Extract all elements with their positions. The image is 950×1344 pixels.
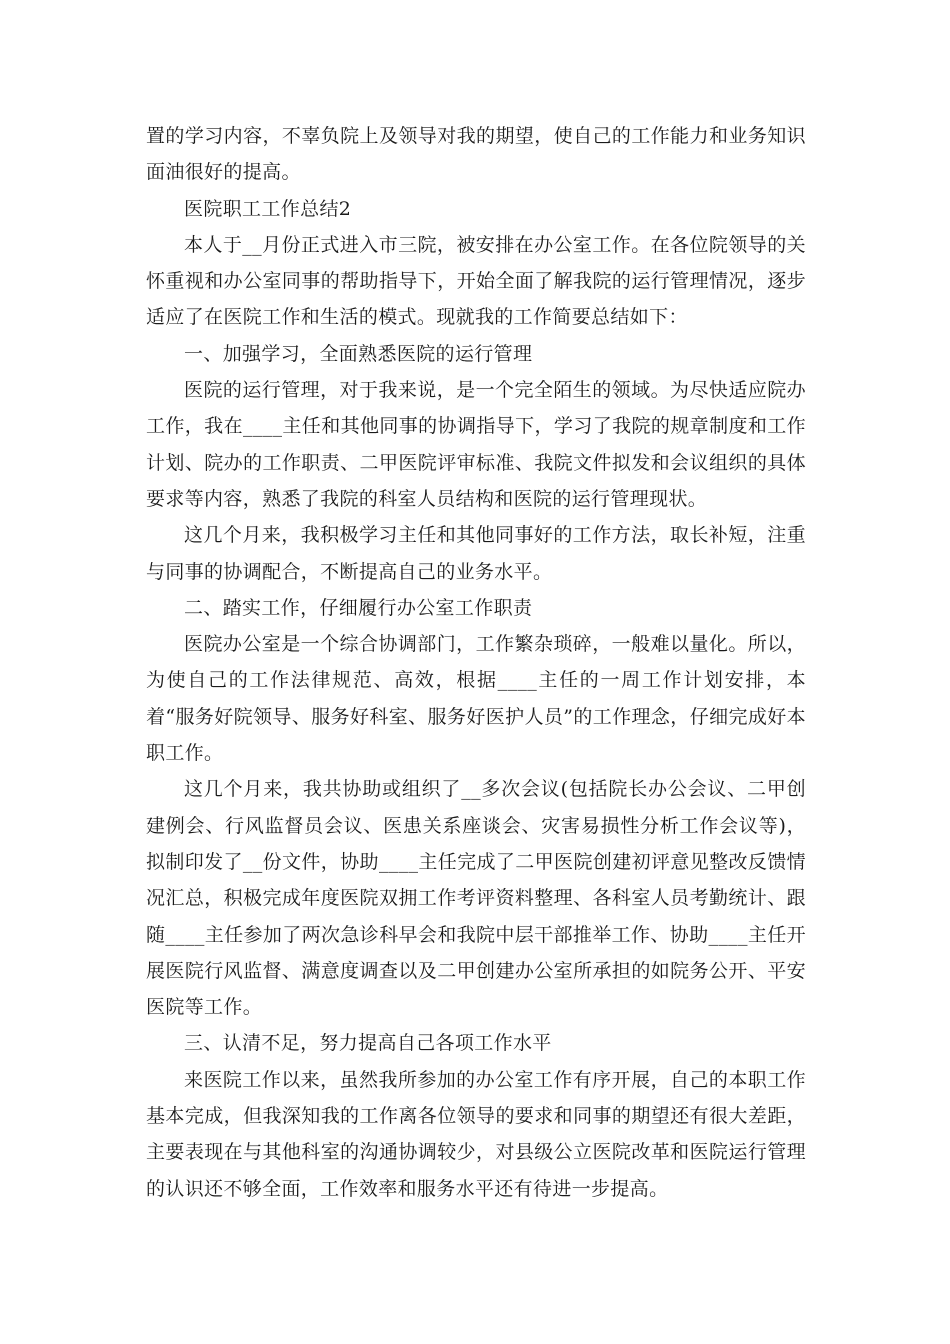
paragraph: 医院办公室是一个综合协调部门，工作繁杂琐碎，一般难以量化。所以，为使自己的工作法律规范、高效，根据____主任的一周工作计划安排，本着“服务好院领导、服务好科室、服务好医护人员”的工作理念，仔细完成好本职工作。 [146, 633, 806, 765]
paragraph: 本人于__月份正式进入市三院，被安排在办公室工作。在各位院领导的关怀重视和办公室同事的帮助指导下，开始全面了解我院的运行管理情况，逐步适应了在医院工作和生活的模式。现就我的工作简要总结如下： [146, 233, 806, 329]
paragraph: 医院的运行管理，对于我来说，是一个完全陌生的领域。为尽快适应院办工作，我在____主任和其他同事的协调指导下，学习了我院的规章制度和工作计划、院办的工作职责、二甲医院评审标准、我院文件拟发和会议组织的具体要求等内容，熟悉了我院的科室人员结构和医院的运行管理现状。 [146, 379, 806, 510]
paragraph: 这几个月来，我积极学习主任和其他同事好的工作方法，取长补短，注重与同事的协调配合，不断提高自己的业务水平。 [146, 524, 806, 583]
paragraph: 这几个月来，我共协助或组织了__多次会议(包括院长办公会议、二甲创建例会、行风监督员会议、医患关系座谈会、灾害易损性分析工作会议等)，拟制印发了__份文件，协助____主任完成了二甲医院创建初评意见整改反馈情况汇总，积极完成年度医院双拥工作考评资料整理、各科室人员考勤统计、跟随____主任参加了两次急诊科早会和我院中层干部推举工作、协助____主任开展医院行风监督、满意度调查以及二甲创建办公室所承担的如院务公开、平安医院等工作。 [146, 778, 806, 1019]
section-heading-1: 一、加强学习，全面熟悉医院的运行管理 [184, 342, 533, 365]
section-heading-2: 二、踏实工作，仔细履行办公室工作职责 [184, 596, 533, 619]
paragraph: 来医院工作以来，虽然我所参加的办公室工作有序开展，自己的本职工作基本完成，但我深知我的工作离各位领导的要求和同事的期望还有很大差距，主要表现在与其他科室的沟通协调较少，对县级公立医院改革和医院运行管理的认识还不够全面，工作效率和服务水平还有待进一步提高。 [146, 1068, 806, 1200]
section-title: 医院职工工作总结2 [184, 197, 352, 220]
section-heading-3: 三、认清不足，努力提高自己各项工作水平 [184, 1032, 552, 1055]
paragraph-continued: 置的学习内容，不辜负院上及领导对我的期望，使自己的工作能力和业务知识面油很好的提高。 [146, 125, 806, 184]
document-body [146, 118, 806, 1207]
